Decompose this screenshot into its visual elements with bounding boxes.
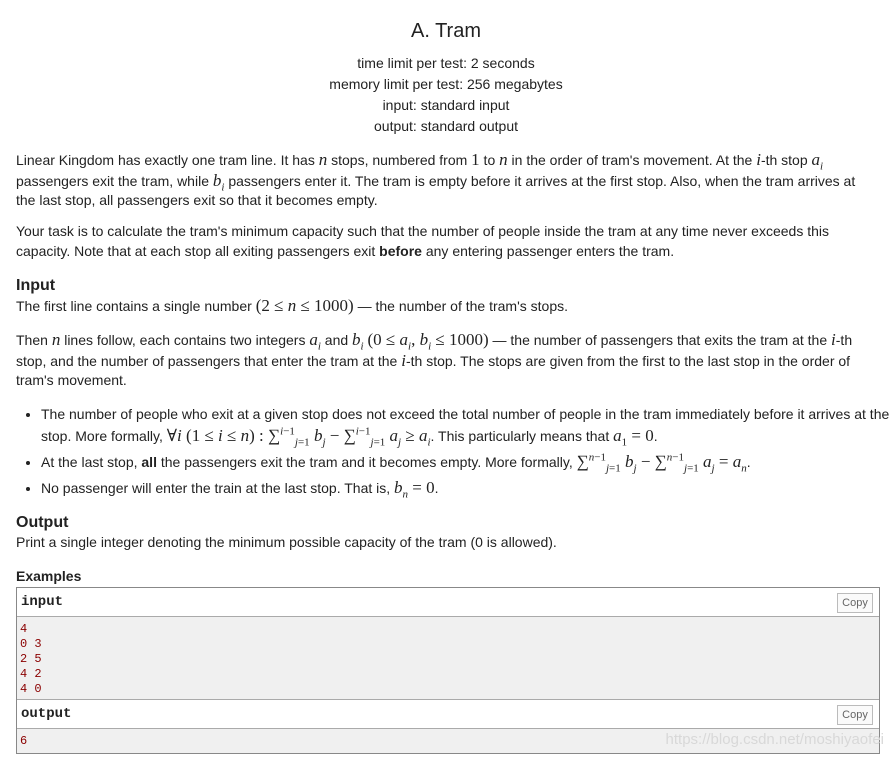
example-output-header — [17, 699, 879, 729]
examples-box — [16, 587, 880, 754]
input-heading: Input — [16, 277, 56, 294]
statement-paragraph-1: Linear Kingdom has exactly one tram line. It has n stops, numbered from 1 to n in the order of tram's movement. At the i-th stop $a_i$ passengers exit the tram, while $b_i$ passengers enter it. The tram is empty before it arrives at the first stop. Also, when the tram arrives at the last stop, all passengers exit so that it becomes empty. — [16, 150, 856, 208]
list-item: • At the last stop, all the passengers exit the tram and it becomes empty. More formally, ∑$^{n-1}_{j=1}$ $b_j - \sum^{n-1}_{j=1}$ $a_j = a_n$. — [41, 451, 892, 473]
input-line-2: Then n lines follow, each contains two integers $a_i$ and $b_i$ ($0 \le a_i$, $b_i \le 1000$) — the number of passengers that exits the tram at the i-th stop, and the number of passengers that enter the tram at the i-th stop. The stops are given from the first to the last stop in the order of tram's movement. — [16, 330, 853, 388]
output-spec: output: standard output — [374, 118, 518, 134]
input-line: 4 — [20, 622, 28, 636]
time-limit: time limit per test: 2 seconds — [357, 55, 535, 71]
statement-paragraph-2: Your task is to calculate the tram's minimum capacity such that the number of people inside the tram at any time never exceeds this capacity. Note that at each stop all exiting passengers exit before any entering passenger enters the tram. — [16, 223, 829, 259]
copy-input-button[interactable]: Copy — [837, 593, 873, 613]
problem-title: A. Tram — [410, 20, 481, 42]
list-item: • No passenger will enter the train at the last stop. That is, $b_n = 0$. — [41, 477, 892, 499]
watermark: https://blog.csdn.net/moshiyaofei — [665, 731, 884, 748]
output-description: Print a single integer denoting the minimum possible capacity of the tram (0 is allowed). — [16, 534, 557, 550]
input-line: 4 2 — [20, 667, 42, 681]
input-line: 4 0 — [20, 682, 42, 696]
output-heading: Output — [16, 514, 69, 531]
input-line: 0 3 — [20, 637, 42, 651]
input-line: 2 5 — [20, 652, 42, 666]
memory-limit: memory limit per test: 256 megabytes — [329, 76, 563, 92]
input-line-1: The first line contains a single number (2 ≤ n ≤ 1000) — the number of the tram's stops. — [16, 296, 569, 315]
examples-heading: Examples — [16, 568, 82, 584]
problem-header — [0, 18, 892, 137]
example-input-label: input — [21, 594, 64, 610]
example-input-content — [17, 617, 879, 699]
constraints-list — [16, 403, 892, 503]
example-input-header — [17, 588, 879, 617]
copy-output-button[interactable]: Copy — [837, 705, 873, 725]
input-spec: input: standard input — [382, 97, 510, 113]
output-line: 6 — [20, 734, 28, 748]
example-output-label: output — [21, 706, 72, 722]
list-item: • The number of people who exit at a given stop does not exceed the total number of people in the tram immediately before it arrives at the stop. More formally, ∀i (1 ≤ i ≤ n) : ∑$^{i-1}_{j=1}$ $b_j - \sum^{i-1}_{j=1}$ $a_j \ge a_i$. This particularly means that $a_1 = 0$. — [41, 403, 892, 447]
